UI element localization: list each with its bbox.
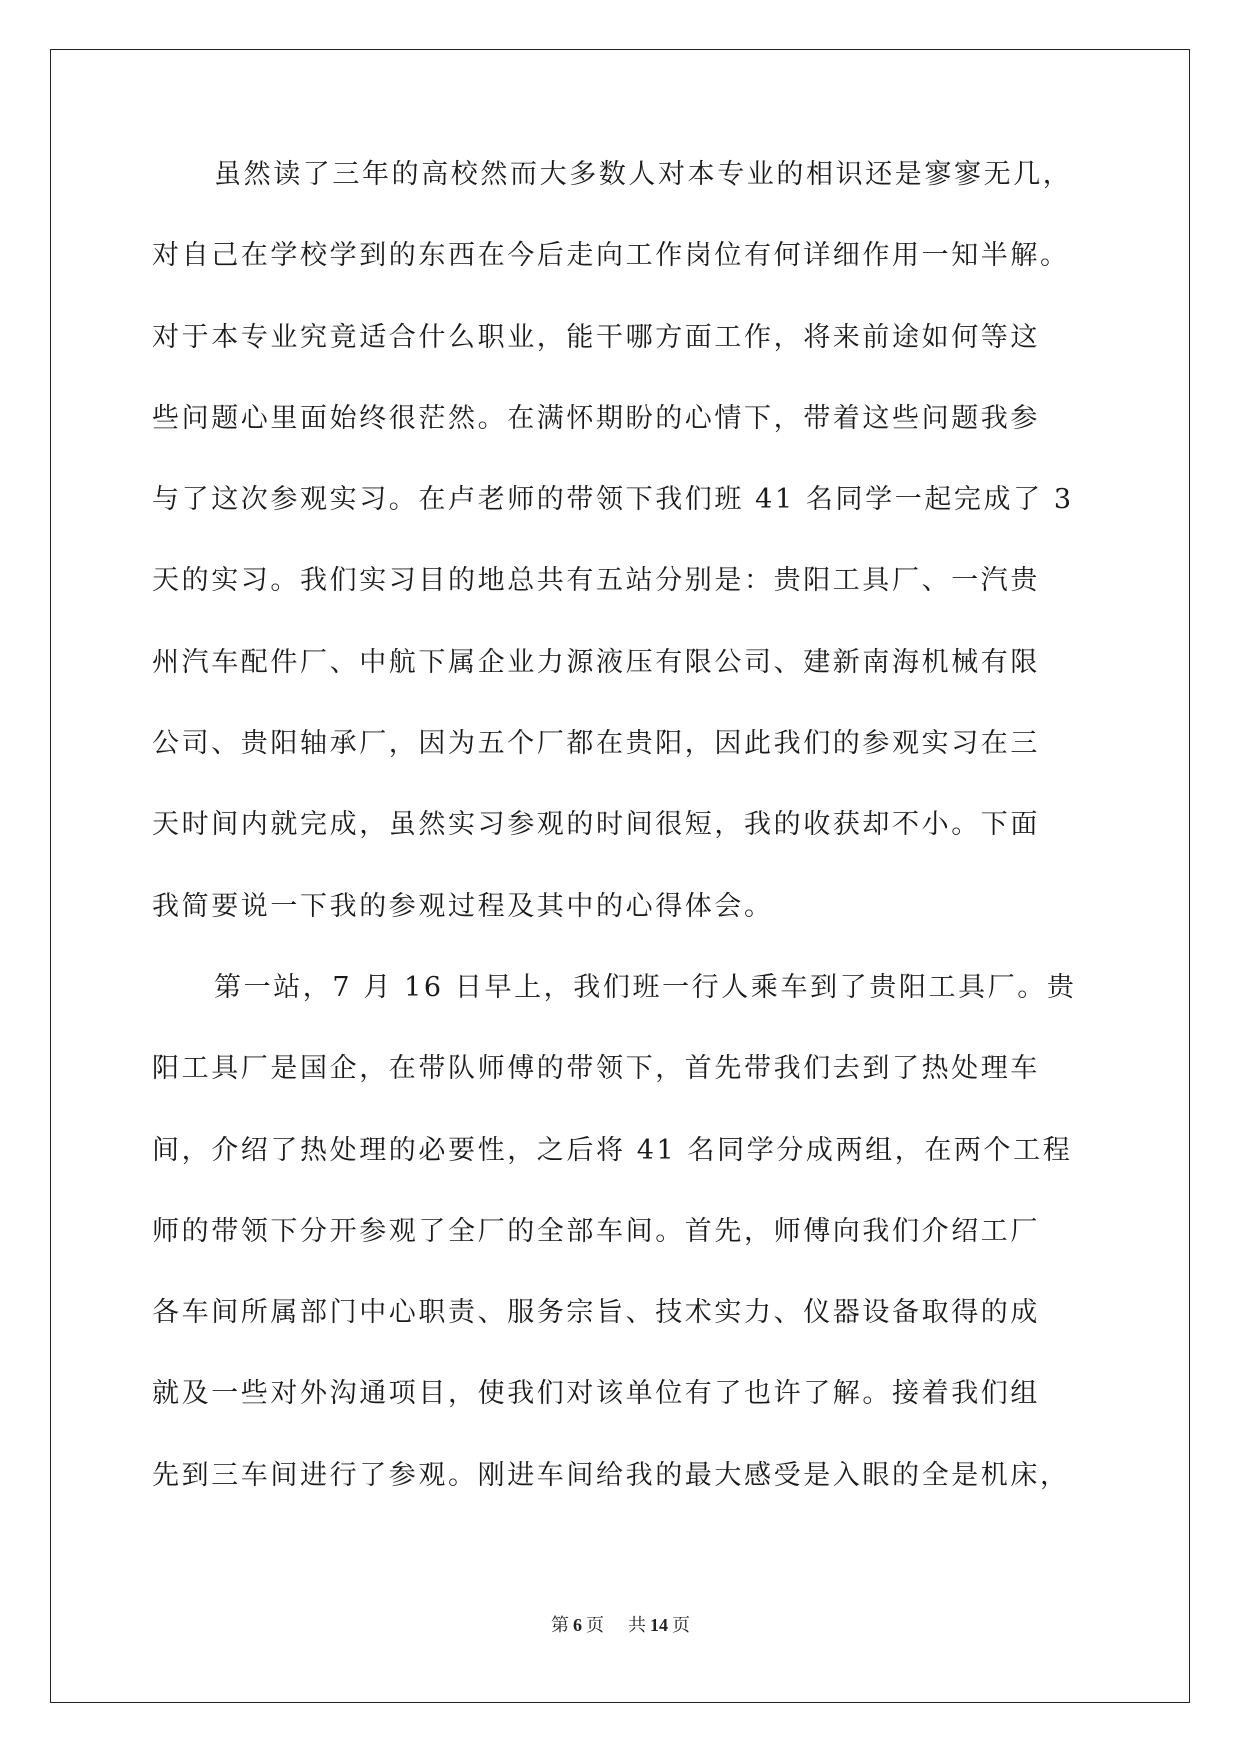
paragraph-line: 我简要说一下我的参观过程及其中的心得体会。 [152,890,774,922]
paragraph-line: 公司、贵阳轴承厂，因为五个厂都在贵阳，因此我们的参观实习在三 [152,728,1040,760]
document-body [152,160,1088,1542]
paragraph-line: 些问题心里面始终很茫然。在满怀期盼的心情下，带着这些问题我参 [152,402,1040,434]
paragraph-line: 对自己在学校学到的东西在今后走向工作岗位有何详细作用一知半解。 [152,240,1070,272]
paragraph-line: 天时间内就完成，虽然实习参观的时间很短，我的收获却不小。下面 [152,809,1040,841]
paragraph-line: 师的带领下分开参观了全厂的全部车间。首先，师傅向我们介绍工厂 [152,1215,1040,1247]
paragraph-line: 就及一些对外沟通项目，使我们对该单位有了也许了解。接着我们组 [152,1378,1040,1410]
paragraph-line: 先到三车间进行了参观。刚进车间给我的最大感受是入眼的全是机床， [152,1459,1070,1491]
page-suffix: 页 [586,1615,604,1635]
paragraph-line: 天的实习。我们实习目的地总共有五站分别是：贵阳工具厂、一汽贵 [152,565,1040,597]
paragraph-line: 与了这次参观实习。在卢老师的带领下我们班 41 名同学一起完成了 3 [152,484,1074,516]
paragraph-line: 虽然读了三年的高校然而大多数人对本专业的相识还是寥寥无几， [214,159,1073,190]
page-number-footer [0,1611,1241,1637]
paragraph-line: 对于本专业究竟适合什么职业，能干哪方面工作，将来前途如何等这 [152,321,1040,353]
page-current: 6 [573,1615,582,1635]
paragraph-line: 州汽车配件厂、中航下属企业力源液压有限公司、建新南海机械有限 [152,646,1040,678]
paragraph-line: 各车间所属部门中心职责、服务宗旨、技术实力、仪器设备取得的成 [152,1297,1040,1329]
total-suffix: 页 [672,1615,690,1635]
page-prefix: 第 [551,1615,569,1635]
total-prefix: 共 [628,1615,646,1635]
page-total: 14 [650,1615,668,1635]
paragraph-line: 间，介绍了热处理的必要性，之后将 41 名同学分成两组，在两个工程 [152,1134,1073,1166]
paragraph-line: 第一站，7 月 16 日早上，我们班一行人乘车到了贵阳工具厂。贵 [214,971,1077,1003]
paragraph-line: 阳工具厂是国企，在带队师傅的带领下，首先带我们去到了热处理车 [152,1053,1040,1085]
